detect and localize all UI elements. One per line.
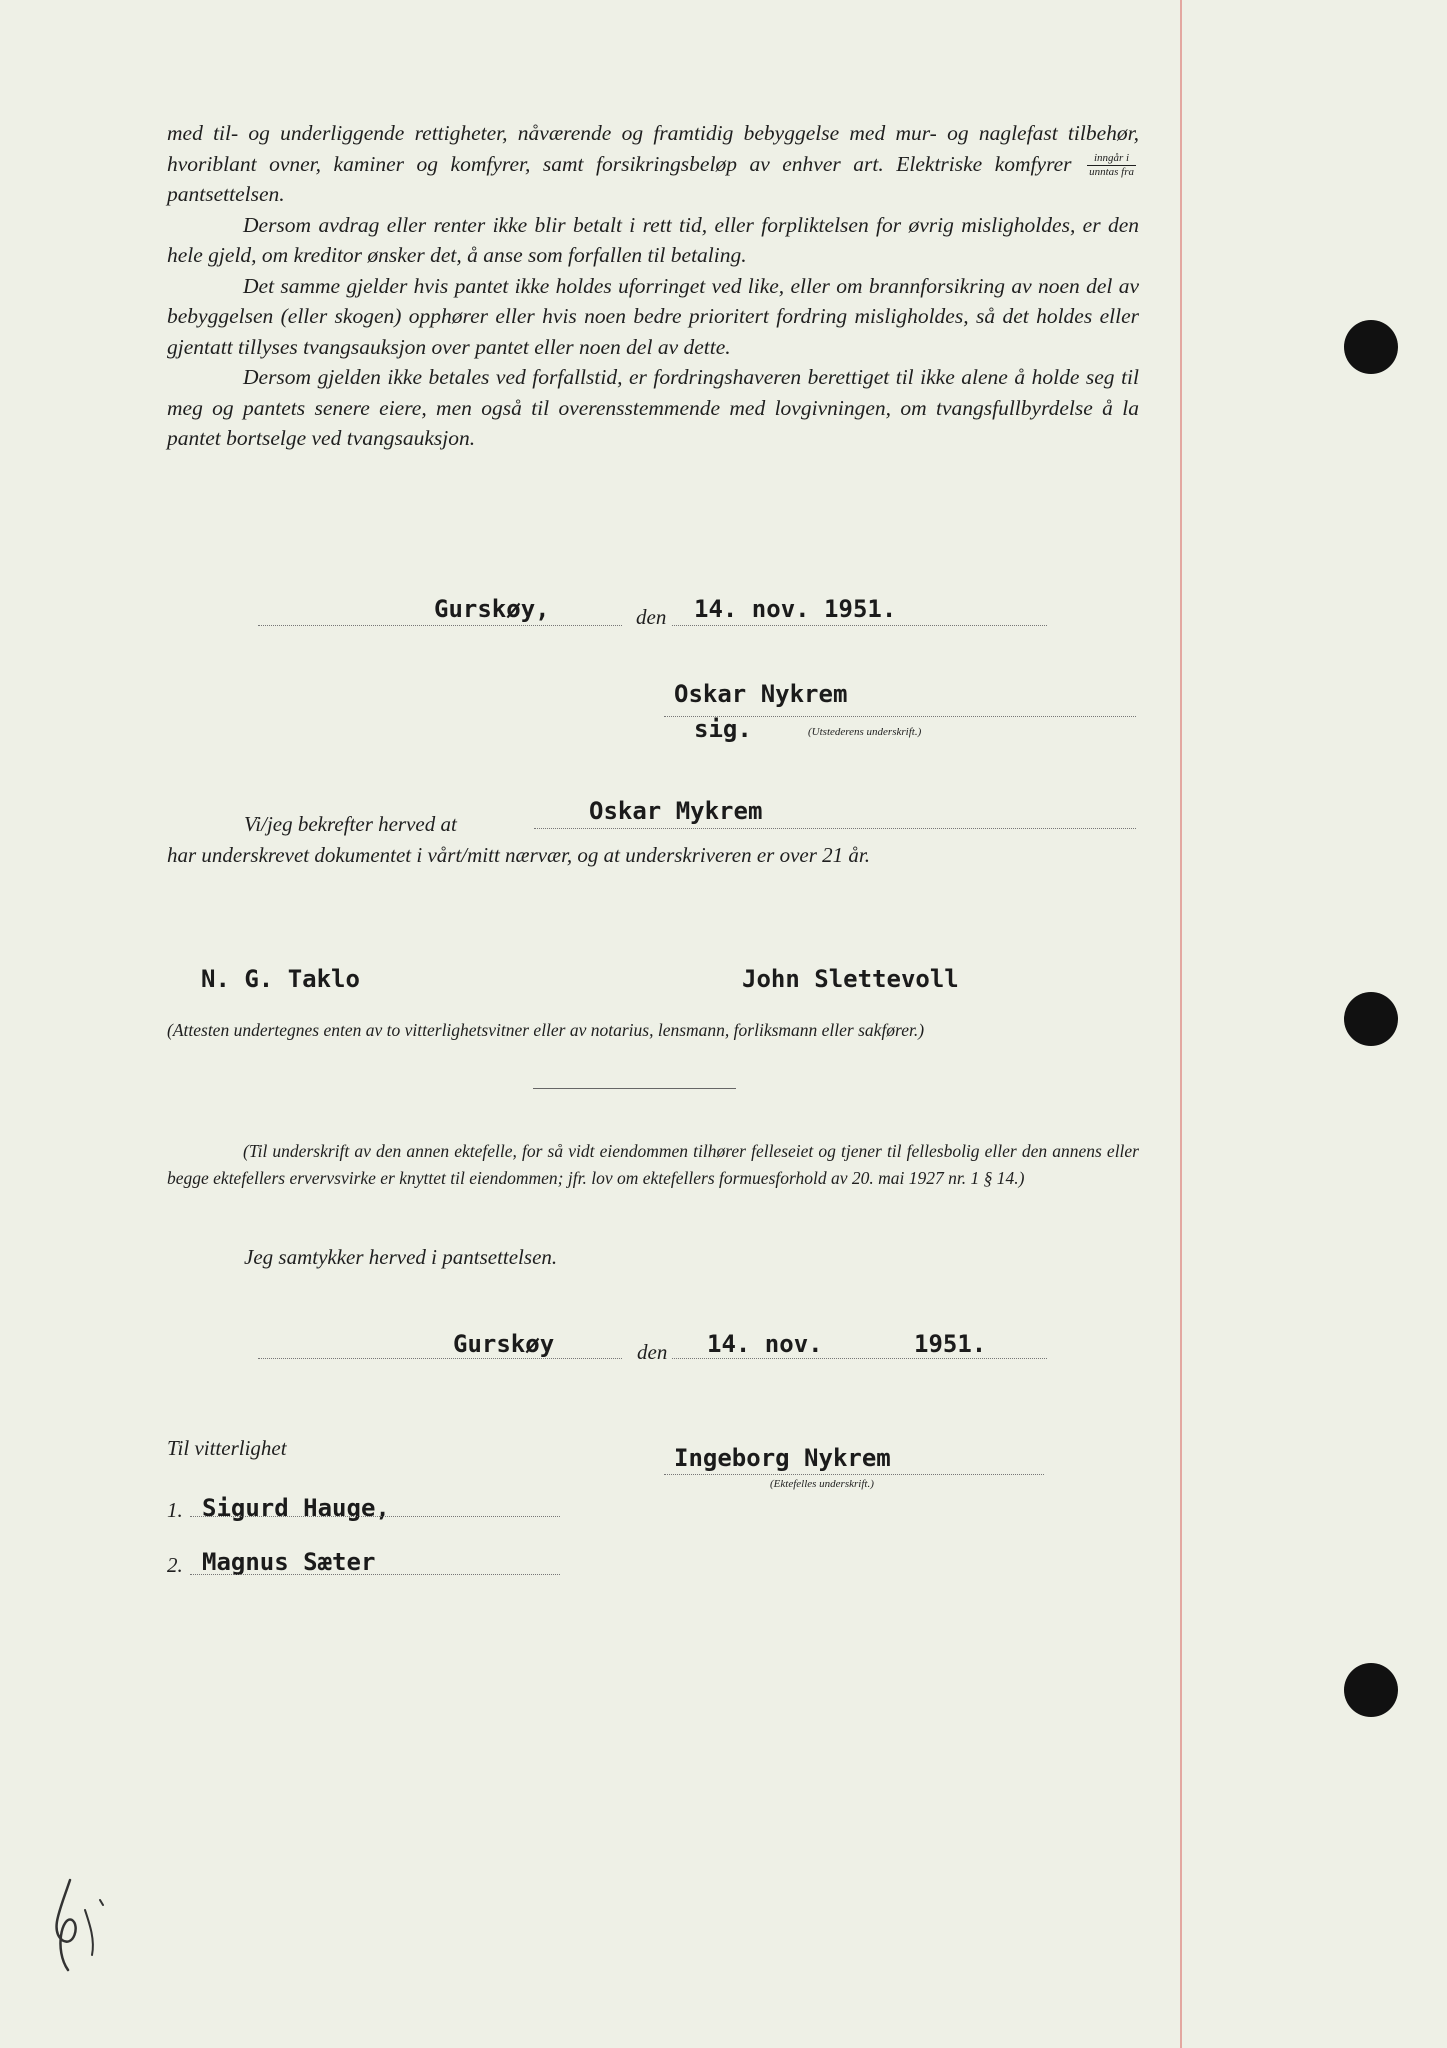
den-label-2: den <box>637 1340 668 1364</box>
issuer-name: Oskar Nykrem <box>674 680 848 708</box>
til-vitterlighet: Til vitterlighet <box>167 1436 287 1460</box>
stove-fraction: $\frac{\text{inngår i}}{\text{unntas fra}}$ <box>1089 152 1134 179</box>
spouse-name: Ingeborg Nykrem <box>674 1444 891 1472</box>
issuer-sig: sig. <box>694 715 752 743</box>
terms-paragraph-2: Dersom avdrag eller renter ikke blir betalt i rett tid, eller forpliktelsen for øvrig misligholdes, er den hele gjeld, om kreditor ønsker det, å anse som forfallen til betaling. <box>167 212 1139 268</box>
witness-note: (Attesten undertegnes enten av to vitterlighetsvitner eller av notarius, lensmann, forliksmann eller sakfører.) <box>167 1020 925 1040</box>
witness-number-2: 2. <box>167 1553 183 1577</box>
spouse-witness-2: Magnus Sæter <box>202 1548 376 1576</box>
spouse-caption: (Ektefelles underskrift.) <box>770 1478 874 1490</box>
punch-hole <box>1344 320 1398 374</box>
signer-name: Oskar Mykrem <box>589 797 763 825</box>
witness-2-signature: John Slettevoll <box>742 965 959 993</box>
spouse-witness-1: Sigurd Hauge, <box>202 1494 390 1522</box>
mortgage-terms <box>167 118 1139 454</box>
terms-paragraph-3: Det samme gjelder hvis pantet ikke holdes uforringet ved like, eller om brannforsikring av noen del av bebyggelsen (eller skogen) opphører eller hvis noen bedre prioritert fordring misligholdes, så det holdes eller gjentatt tillyses tvangsauksjon over pantet eller noen del av dette. <box>167 273 1139 359</box>
den-label-1: den <box>636 605 667 629</box>
place-2: Gurskøy <box>453 1330 555 1358</box>
place-1: Gurskøy, <box>434 595 550 623</box>
date-1: 14. nov. 1951. <box>694 595 897 623</box>
punch-hole <box>1344 1663 1398 1717</box>
witness-1-signature: N. G. Taklo <box>201 965 360 993</box>
witness-prefix: Vi/jeg bekrefter herved at <box>244 812 457 836</box>
margin-rule <box>1180 0 1182 2048</box>
date-2: 14. nov. <box>707 1330 823 1358</box>
punch-hole <box>1344 992 1398 1046</box>
handwritten-mark-icon <box>40 1870 130 1980</box>
spouse-note: (Til underskrift av den annen ektefelle, for så vidt eiendommen tilhører felleseiet og tjener til fellesbolig eller den annens eller begge ektefellers ervervsvirke er knyttet til eiendommen; jfr. lov om ektefellers formuesforhold av 20. mai 1927 nr. 1 § 14.) <box>167 1141 1139 1188</box>
witness-number-1: 1. <box>167 1498 183 1522</box>
year-2: 1951. <box>914 1330 987 1358</box>
issuer-caption: (Utstederens underskrift.) <box>808 726 922 738</box>
consent-text: Jeg samtykker herved i pantsettelsen. <box>244 1245 558 1269</box>
separator <box>533 1088 736 1089</box>
witness-line2: har underskrevet dokumentet i vårt/mitt nærvær, og at underskriveren er over 21 år. <box>167 843 870 867</box>
terms-paragraph-1: med til- og underliggende rettigheter, nåværende og framtidig bebyggelse med mur- og naglefast tilbehør, hvoriblant ovner, kaminer og komfyrer, samt forsikringsbeløp av enhver art. Elektriske komfyrer $\frac{\text{inngår i}}{\text{unntas fra}}$ pantsettelsen. <box>167 121 1139 207</box>
terms-paragraph-4: Dersom gjelden ikke betales ved forfallstid, er fordringshaveren berettiget til ikke alene å holde seg til meg og pantets senere eiere, men også til overensstemmende med lovgivningen, om tvangsfullbyrdelse å la pantet bortselge ved tvangsauksjon. <box>167 365 1139 451</box>
